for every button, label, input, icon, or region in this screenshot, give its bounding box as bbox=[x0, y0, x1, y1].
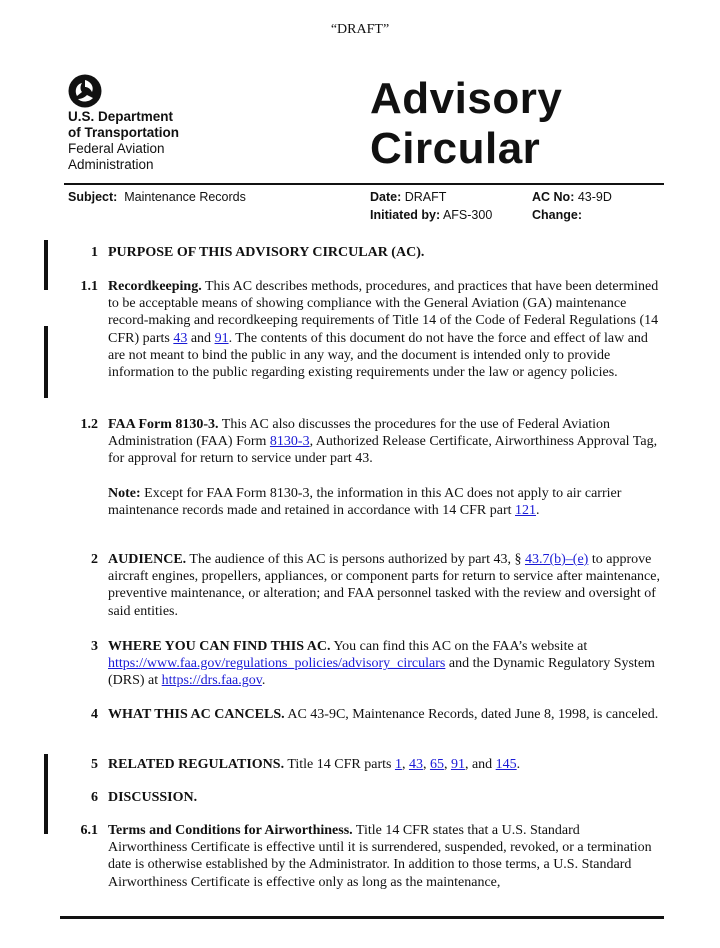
paragraph-text: The audience of this AC is persons authorized by part 43, § bbox=[186, 552, 525, 567]
paragraph-text: AC 43-9C, Maintenance Records, dated June 8, 1998, is canceled. bbox=[284, 707, 659, 722]
paragraph-text: . bbox=[536, 503, 540, 519]
section-heading: PURPOSE OF THIS ADVISORY CIRCULAR (AC). bbox=[108, 245, 425, 260]
title-line-1: Advisory bbox=[370, 74, 563, 123]
section-5 bbox=[68, 756, 660, 773]
agency-line-1: Federal Aviation bbox=[68, 141, 165, 156]
section-heading: AUDIENCE. bbox=[108, 552, 187, 567]
subject-value: Maintenance Records bbox=[124, 190, 246, 204]
separator: , bbox=[401, 757, 409, 772]
link-part-43[interactable]: 43 bbox=[408, 757, 423, 772]
initiated-value: AFS-300 bbox=[442, 208, 493, 222]
change-bar bbox=[44, 240, 48, 290]
section-number: 1.2 bbox=[80, 417, 98, 432]
link-part-91[interactable]: 91 bbox=[214, 330, 229, 346]
section-6-1 bbox=[68, 822, 660, 891]
section-heading: WHAT THIS AC CANCELS. bbox=[108, 707, 285, 722]
section-1 bbox=[68, 244, 660, 261]
change-bar bbox=[44, 754, 48, 834]
section-1-1 bbox=[68, 278, 660, 381]
separator: , bbox=[443, 757, 451, 772]
section-number: 1 bbox=[91, 245, 98, 260]
link-part-145[interactable]: 145 bbox=[495, 757, 517, 772]
section-3 bbox=[68, 638, 660, 690]
ac-number-field bbox=[532, 190, 612, 204]
paragraph-text: . bbox=[261, 673, 266, 689]
section-heading: WHERE YOU CAN FIND THIS AC. bbox=[108, 639, 331, 654]
link-part-65[interactable]: 65 bbox=[429, 757, 444, 772]
section-number: 2 bbox=[91, 552, 98, 567]
paragraph-text: and bbox=[187, 330, 215, 346]
date-value: DRAFT bbox=[404, 190, 447, 204]
section-heading: Terms and Conditions for Airworthiness. bbox=[108, 823, 353, 838]
header-rule bbox=[64, 183, 664, 185]
paragraph-text: Title 14 CFR parts bbox=[284, 757, 395, 772]
initiated-field bbox=[370, 208, 492, 222]
section-4 bbox=[68, 706, 660, 723]
paragraph-text: to approve aircraft engines, propellers, appliances, or component parts for return to service after maintenance, preventive maintenance, or alteration; and FAA personnel tasked with the review and oversight of said entities. bbox=[108, 552, 660, 619]
note-label: Note: bbox=[108, 486, 141, 501]
subject-field bbox=[68, 190, 246, 204]
ac-no-value: 43-9D bbox=[577, 190, 612, 204]
dot-logo-icon bbox=[68, 74, 102, 108]
section-number: 3 bbox=[91, 639, 98, 654]
agency-block bbox=[68, 109, 179, 173]
change-field bbox=[532, 208, 582, 222]
title-line-2: Circular bbox=[370, 124, 541, 173]
section-heading: DISCUSSION. bbox=[108, 790, 198, 805]
link-form-8130-3[interactable]: 8130-3 bbox=[269, 434, 310, 450]
section-6 bbox=[68, 789, 660, 806]
separator: , bbox=[422, 757, 430, 772]
link-43-7[interactable]: 43.7(b)–(e) bbox=[524, 552, 589, 567]
section-heading: FAA Form 8130-3. bbox=[108, 417, 219, 432]
paragraph-text: Except for FAA Form 8130-3, the information in this AC does not apply to air carrier maintenance records made and retained in accordance with 14 CFR part bbox=[108, 486, 622, 519]
paragraph-text: This AC also discusses the procedures for the use of Federal Aviation Administration (FAA) Form bbox=[108, 417, 610, 450]
date-field bbox=[370, 190, 446, 204]
section-number: 5 bbox=[91, 757, 98, 772]
link-drs-website[interactable]: https://drs.faa.gov bbox=[161, 673, 262, 689]
subject-label: Subject: bbox=[68, 190, 118, 204]
section-number: 1.1 bbox=[80, 279, 98, 294]
section-number: 6 bbox=[91, 790, 98, 805]
dept-line-2: of Transportation bbox=[68, 125, 179, 140]
change-bar bbox=[44, 326, 48, 398]
section-number: 4 bbox=[91, 707, 98, 722]
section-heading: RELATED REGULATIONS. bbox=[108, 757, 285, 772]
note-paragraph bbox=[108, 485, 660, 519]
draft-label: “DRAFT” bbox=[330, 22, 390, 37]
paragraph-text: You can find this AC on the FAA’s website at bbox=[330, 639, 588, 654]
section-2 bbox=[68, 551, 660, 620]
link-faa-ac-website[interactable]: https://www.faa.gov/regulations_policies/advisory_circulars bbox=[108, 656, 446, 672]
paragraph-text: Title 14 CFR states that a U.S. Standard Airworthiness Certificate is effective until it is surrendered, suspended, revoked, or a termination date is otherwise established by the Administrator. In addition to those terms, a U.S. Standard Airworthiness Certificate is effective only as long as the maintenance, bbox=[108, 823, 652, 890]
paragraph-text: and the Dynamic Regulatory System (DRS) at bbox=[108, 656, 655, 689]
change-label: Change: bbox=[532, 208, 582, 222]
initiated-label: Initiated by: bbox=[370, 208, 441, 222]
link-part-1[interactable]: 1 bbox=[394, 757, 402, 772]
document-title bbox=[370, 74, 562, 174]
paragraph-text: . The contents of this document do not have the force and effect of law and are not meant to bind the public in any way, and the document is intended only to provide information to the public regarding existing requirements under the law or agency policies. bbox=[108, 330, 648, 381]
link-part-121[interactable]: 121 bbox=[515, 503, 537, 519]
link-part-91[interactable]: 91 bbox=[450, 757, 465, 772]
section-1-2 bbox=[68, 416, 660, 468]
footer-rule bbox=[60, 916, 664, 919]
agency-line-2: Administration bbox=[68, 157, 154, 172]
section-number: 6.1 bbox=[80, 823, 98, 838]
paragraph-text: , Authorized Release Certificate, Airworthiness Approval Tag, for approval for return to service under part 43. bbox=[108, 434, 658, 467]
section-heading: Recordkeeping. bbox=[108, 279, 202, 294]
paragraph-text: This AC describes methods, procedures, and practices that have been determined to be acceptable means of showing compliance with the General Aviation (GA) maintenance record-making and recordkeeping requirements of Title 14 of the Code of Federal Regulations (14 CFR) parts bbox=[108, 279, 659, 346]
dept-line-1: U.S. Department bbox=[68, 109, 174, 124]
ac-no-label: AC No: bbox=[532, 190, 575, 204]
paragraph-text: . bbox=[516, 757, 521, 772]
separator: , and bbox=[464, 757, 496, 772]
link-part-43[interactable]: 43 bbox=[173, 330, 188, 346]
date-label: Date: bbox=[370, 190, 402, 204]
